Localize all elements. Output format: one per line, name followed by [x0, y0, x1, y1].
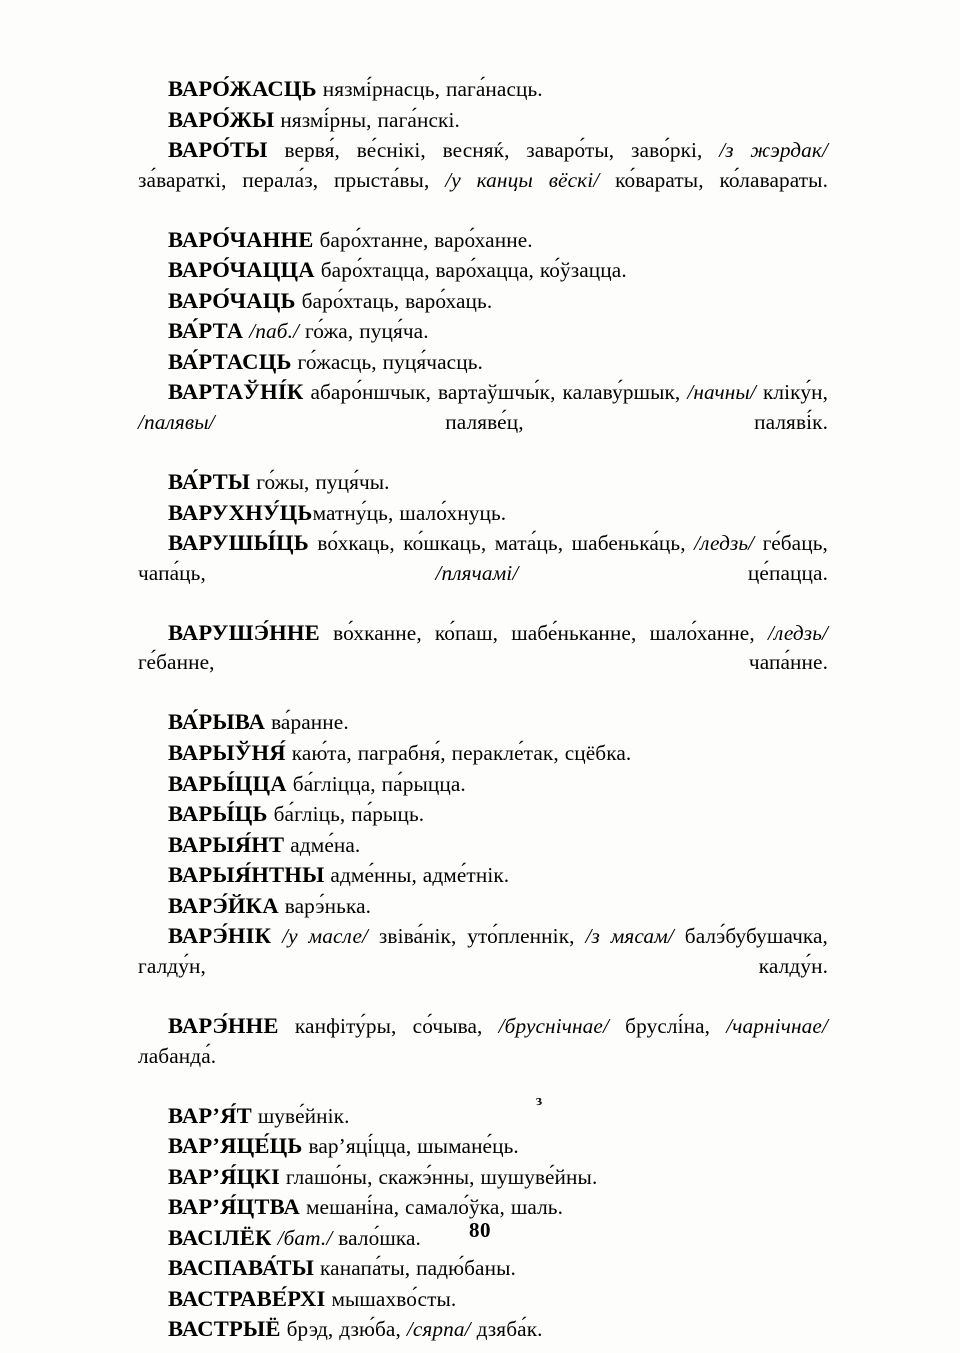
gloss: го́жасць, пуця́часць.	[297, 349, 483, 374]
dictionary-entry	[138, 1101, 828, 1132]
dictionary-entry	[138, 921, 828, 1011]
headword: ВАРЭ́ЙКА	[168, 892, 279, 918]
dictionary-entry	[138, 135, 828, 225]
dictionary-entry	[138, 830, 828, 861]
gloss: каю́та, паграбня́, перакле́так, сцёбка.	[291, 741, 632, 766]
qualifier: /бат./	[277, 1225, 333, 1250]
qualifier: /плячамі/	[435, 560, 519, 585]
headword: ВАРУХНУ́ЦЬ	[168, 499, 313, 525]
gloss: баро́хтанне, варо́ханне.	[319, 227, 533, 252]
gloss: глашо́ны, скажэ́нны, шушуве́йны.	[285, 1164, 598, 1189]
scan-artifact-speck: з	[535, 1092, 543, 1110]
qualifier: /з жэрдак/	[719, 138, 828, 163]
headword: ВАРО́ЖАСЦЬ	[168, 76, 317, 101]
gloss: вало́шка.	[338, 1225, 421, 1250]
gloss: шуве́йнік.	[257, 1103, 350, 1128]
qualifier: /паб./	[249, 319, 300, 344]
dictionary-entry	[138, 799, 828, 830]
qualifier: /чарнічнае/	[726, 1013, 828, 1038]
headword: ВА́РТАСЦЬ	[168, 348, 292, 374]
headword: ВАРЭ́НІК	[168, 923, 272, 949]
gloss: звіва́нік, уто́пленнік, /з мясам/ балэ́бубушачка, галду́н, калду́н.	[138, 924, 828, 978]
qualifier: /бруснічнае/	[498, 1013, 609, 1038]
headword: ВАР’Я́ЦКІ	[168, 1163, 280, 1189]
gloss: адме́нны, адме́тнік.	[330, 863, 510, 888]
dictionary-entry	[138, 316, 828, 347]
gloss: го́жа, пуця́ча.	[304, 319, 429, 344]
qualifier: /ледзь/	[694, 531, 755, 556]
headword: ВА́РТЫ	[168, 469, 251, 495]
dictionary-entry	[138, 498, 828, 529]
gloss: мешані́на, самало́ўка, шаль.	[305, 1195, 564, 1220]
gloss: брэд, дзю́ба, /сярпа/ дзяба́к.	[286, 1317, 543, 1342]
dictionary-entry	[138, 286, 828, 317]
dictionary-entry	[138, 528, 828, 618]
dictionary-entry	[138, 347, 828, 378]
gloss: мышахво́сты.	[331, 1286, 457, 1311]
headword: ВАСПАВА́ТЫ	[168, 1255, 315, 1281]
headword: ВАР’Я́ЦТВА	[168, 1194, 301, 1220]
dictionary-entry	[138, 1314, 828, 1345]
dictionary-entry	[138, 105, 828, 136]
headword: ВАРЫ́ЦЬ	[168, 801, 268, 827]
headword: ВАРТАЎНІ́К	[168, 379, 304, 405]
dictionary-entry	[138, 769, 828, 800]
headword: ВАРУШЭ́ННЕ	[168, 619, 320, 645]
headword: ВАСІЛЁК	[168, 1224, 272, 1250]
headword: ВАСТРАВЕ́РХІ	[168, 1285, 326, 1311]
qualifier: /з мясам/	[585, 924, 674, 949]
dictionary-entry	[138, 618, 828, 708]
gloss: ба́гліць, па́рыць.	[273, 802, 425, 827]
dictionary-entry	[138, 707, 828, 738]
dictionary-entry	[138, 1011, 828, 1101]
headword: ВА́РТА	[168, 318, 244, 344]
gloss: адме́на.	[290, 832, 361, 857]
dictionary-entry	[138, 225, 828, 256]
gloss: канапа́ты, падю́баны.	[320, 1256, 516, 1281]
dictionary-entry	[138, 467, 828, 498]
dictionary-entry	[138, 255, 828, 286]
headword: ВАРО́ЧАЦЦА	[168, 257, 315, 283]
dictionary-entry	[138, 1253, 828, 1284]
gloss: го́жы, пуця́чы.	[256, 470, 390, 495]
headword: ВА́РЫВА	[168, 709, 266, 735]
gloss: абаро́ншчык, вартаўшчы́к, калаву́ршык, /начны/ кліку́н, /палявы/ паляве́ц, паляві́к.	[138, 380, 828, 435]
headword: ВАРЫЎНЯ́	[168, 740, 286, 766]
gloss: во́хкаць, ко́шкаць, мата́ць, шабенька́ць, /ледзь/ ге́баць, чапа́ць, /плячамі/ це́пацца.	[138, 531, 828, 585]
entry-column	[138, 74, 828, 1345]
headword: ВАСТРЫЁ	[168, 1316, 281, 1342]
headword: ВАРО́ЧАЦЬ	[168, 287, 296, 313]
gloss: нязмі́рнасць, пага́насць.	[322, 77, 543, 101]
gloss: канфіту́ры, со́чыва, /бруснічнае/ бруслі́на, /чарнічнае/ лабанда́.	[138, 1013, 828, 1068]
gloss: нязмі́рны, пага́нскі.	[280, 107, 460, 132]
qualifier: /начны/	[687, 380, 756, 405]
dictionary-entry	[138, 1162, 828, 1193]
dictionary-entry	[138, 1131, 828, 1162]
gloss: ба́гліцца, па́рыцца.	[292, 771, 466, 796]
gloss: вервя́, ве́снікі, весняќ, заваро́ты, заво́ркі, /з жэрдак/ за́вараткі, перала́з, прыста́вы, /у канцы вёскі/ ко́вараты, ко́лавараты.	[138, 138, 828, 192]
gloss: ва́ранне.	[271, 710, 349, 735]
gloss: варэ́нька.	[284, 893, 372, 918]
qualifier: /у канцы вёскі/	[445, 167, 600, 192]
headword: ВАРЭ́ННЕ	[168, 1012, 279, 1038]
dictionary-entry	[138, 860, 828, 891]
gloss: баро́хтаць, варо́хаць.	[301, 288, 493, 313]
gloss: баро́хтацца, варо́хацца, ко́ўзацца.	[320, 258, 627, 283]
qualifier: /сярпа/	[406, 1317, 471, 1342]
qualifier: /у масле/	[282, 924, 369, 949]
headword: ВАРЫЯ́НТ	[168, 831, 285, 857]
gloss: вар’яці́цца, шымане́ць.	[308, 1134, 519, 1159]
headword: ВАР’ЯЦЕ́ЦЬ	[168, 1133, 303, 1159]
page-number: 80	[469, 1218, 491, 1242]
gloss: матну́ць, шало́хнуць.	[312, 500, 507, 525]
dictionary-entry	[138, 738, 828, 769]
dictionary-entry	[138, 74, 828, 105]
headword: ВАРЫЯ́НТНЫ	[168, 862, 325, 888]
headword: ВАРУШЫ́ЦЬ	[168, 530, 309, 556]
qualifier: /палявы/	[138, 410, 215, 435]
dictionary-entry	[138, 1284, 828, 1315]
dictionary-entry	[138, 891, 828, 922]
dictionary-entry	[138, 377, 828, 467]
gloss: во́хканне, ко́паш, шабе́ньканне, шало́ханне, /ледзь/ ге́банне, чапа́нне.	[138, 620, 828, 675]
headword: ВАР’Я́Т	[168, 1102, 252, 1128]
headword: ВАРО́ТЫ	[168, 137, 268, 163]
headword: ВАРО́ЖЫ	[168, 106, 275, 132]
headword: ВАРО́ЧАННЕ	[168, 226, 314, 252]
qualifier: /ледзь/	[767, 620, 828, 645]
headword: ВАРЫ́ЦЦА	[168, 770, 287, 796]
